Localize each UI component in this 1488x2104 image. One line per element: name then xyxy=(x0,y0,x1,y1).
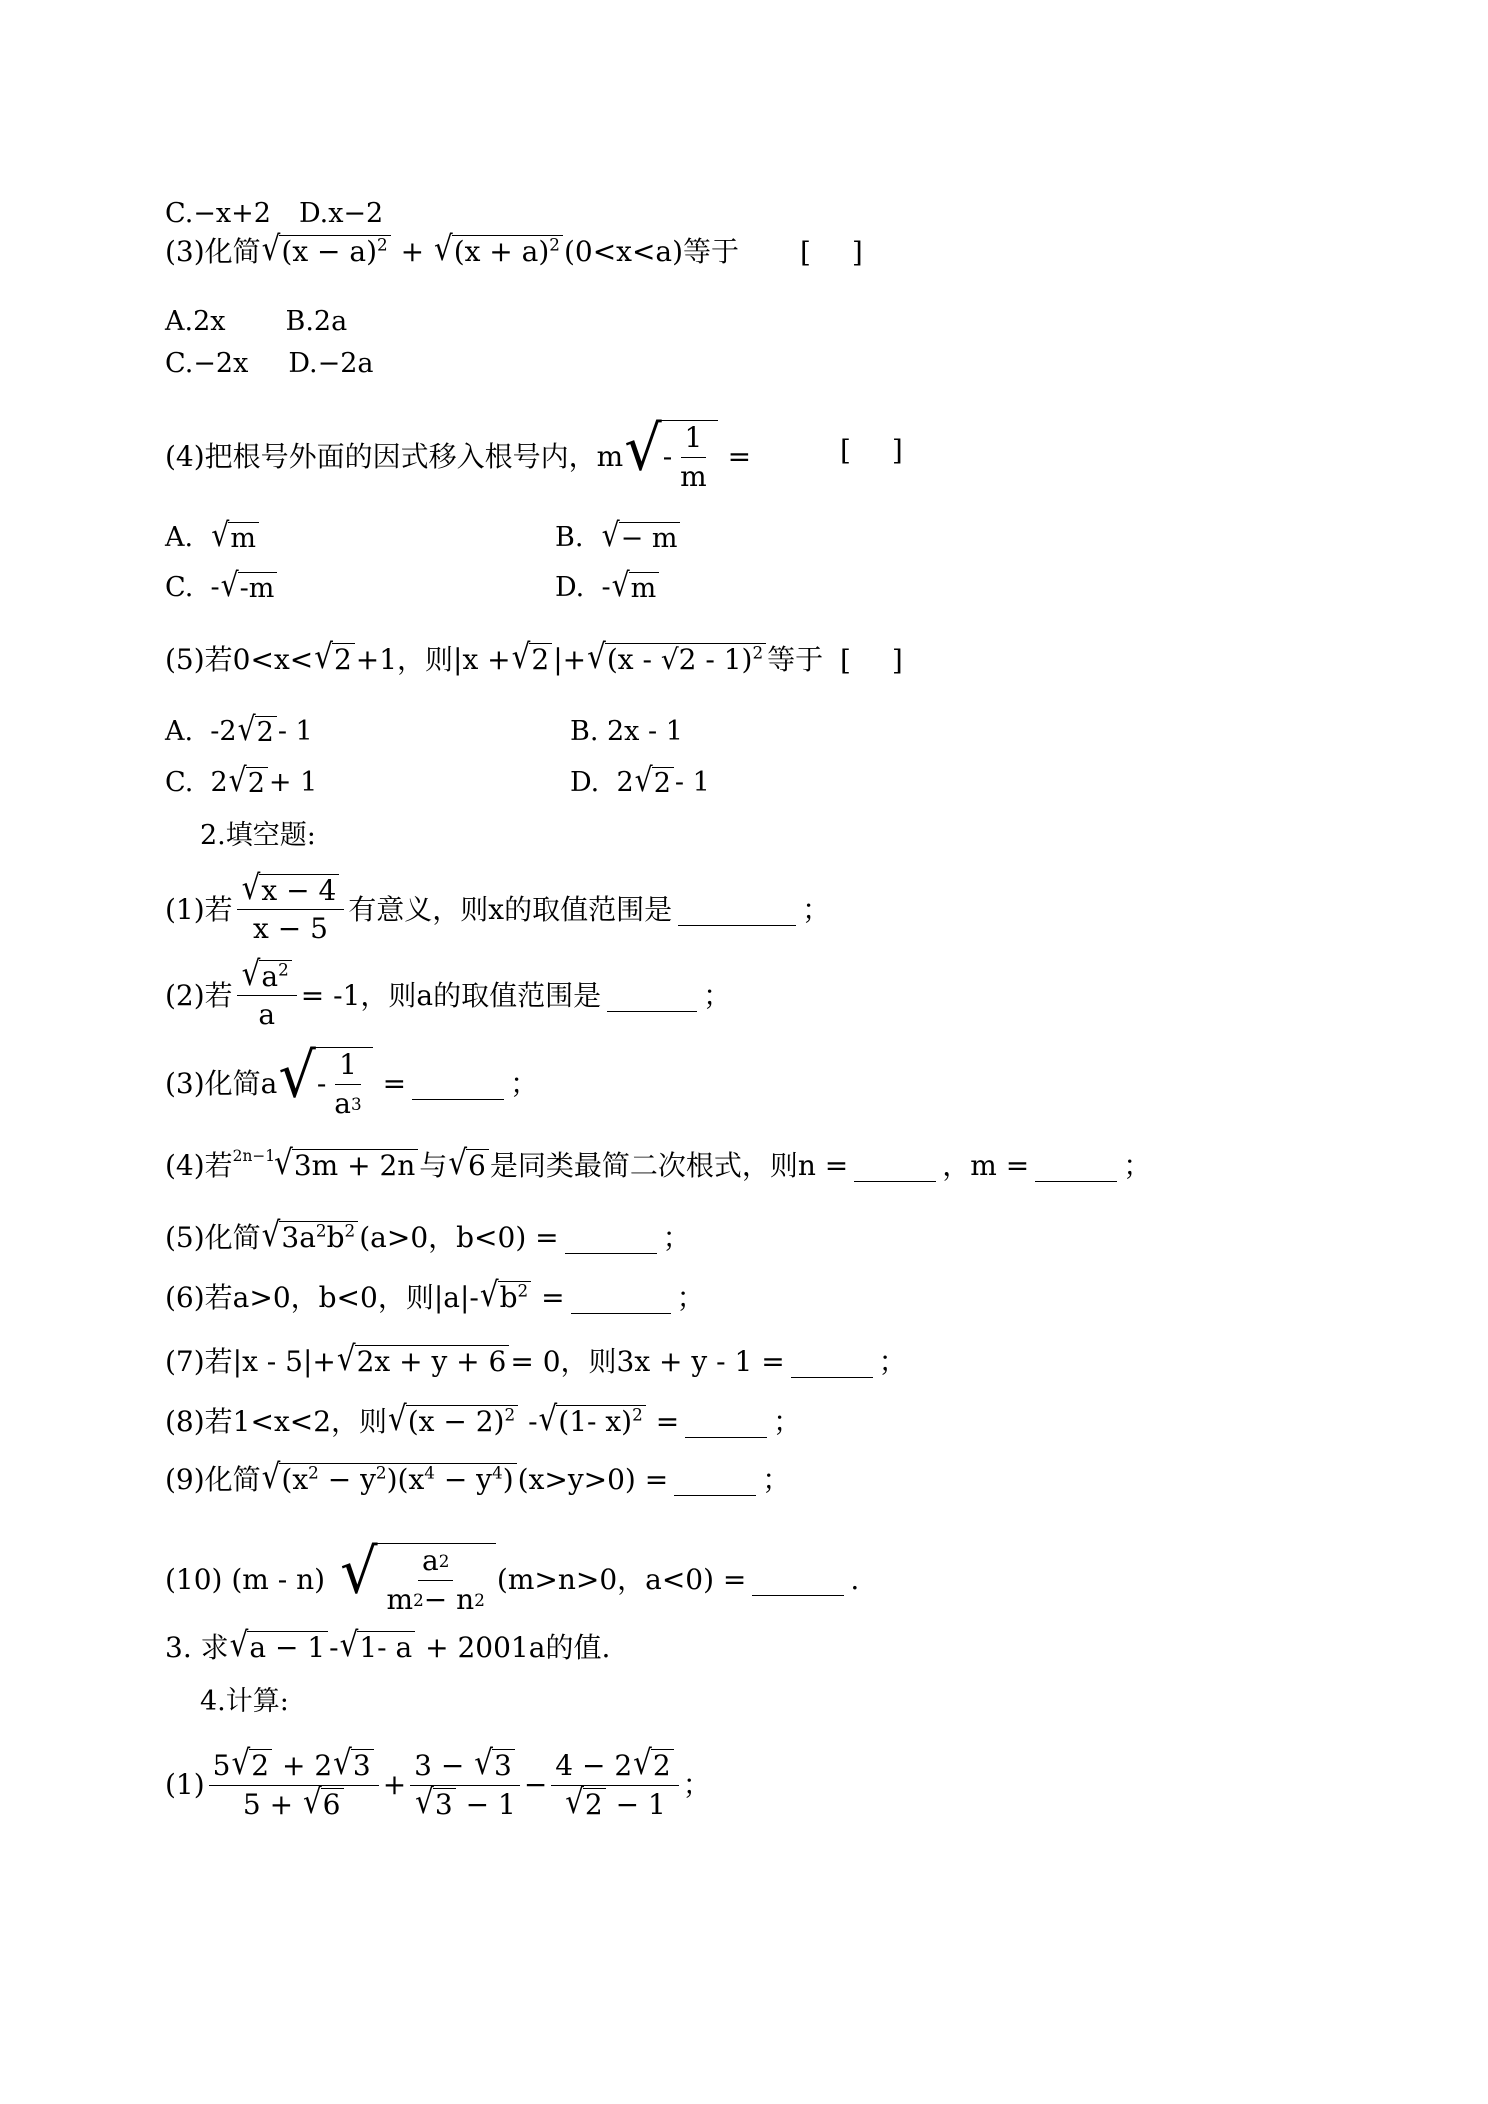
fill-4 xyxy=(165,1143,1152,1184)
punct: ； xyxy=(662,1221,691,1254)
fraction: √ x − 4 x − 5 xyxy=(237,874,345,946)
answer-blank[interactable] xyxy=(791,1347,873,1378)
f9-prefix: (9)化简 xyxy=(165,1463,261,1496)
option-letter: B. xyxy=(555,522,584,553)
fill-1 xyxy=(165,870,830,950)
sec3-suffix: + 2001a的值. xyxy=(425,1631,611,1664)
radical: √ $b^2$ xyxy=(480,1281,531,1314)
answer-blank[interactable] xyxy=(607,981,697,1012)
q5-option-a: A. -2 √ 2 - 1 xyxy=(165,710,313,749)
f4-text: ，m = xyxy=(942,1149,1030,1182)
fill-5 xyxy=(165,1215,691,1256)
minus: - xyxy=(329,1631,339,1664)
q3-option-c: C.−2x xyxy=(165,348,249,379)
answer-blank[interactable] xyxy=(678,895,796,926)
fraction: 3 − √ 3 √ 3 − 1 xyxy=(410,1749,520,1821)
answer-bracket: [ ] xyxy=(840,644,919,677)
f2-text: = -1，则a的取值范围是 xyxy=(300,979,602,1012)
equals: = xyxy=(541,1281,565,1314)
q4-equals: = xyxy=(727,440,752,473)
answer-blank[interactable] xyxy=(685,1407,767,1438)
option-letter: D. xyxy=(570,767,600,798)
fill-8 xyxy=(165,1399,802,1440)
radical: √ - 1 a 3 xyxy=(278,1047,372,1120)
q4-option-d: D. - √ m xyxy=(555,570,660,606)
fill-6 xyxy=(165,1275,705,1316)
answer-blank[interactable] xyxy=(412,1069,504,1100)
root-index: 2n−1 xyxy=(232,1147,276,1165)
fraction: 5 √ 2 + 2 √ 3 5 + √ 6 xyxy=(209,1749,379,1821)
radical: √ - 1 m xyxy=(624,420,718,493)
radical: √ $3a^2b^2$ xyxy=(262,1221,359,1254)
q4-prefix: (4)把根号外面的因式移入根号内，m xyxy=(165,440,624,473)
f4-prefix: (4)若 xyxy=(165,1149,233,1182)
answer-blank[interactable] xyxy=(752,1565,844,1596)
answer-bracket: [ ] xyxy=(840,434,919,467)
radical: √ 2x + y + 6 xyxy=(337,1345,510,1378)
radical: √ 2 xyxy=(238,716,277,748)
section-3 xyxy=(165,1625,611,1666)
q3-options-cd xyxy=(165,346,373,382)
question-4 xyxy=(165,412,752,493)
fill-3 xyxy=(165,1039,539,1122)
q5-prefix: (5)若0<x< xyxy=(165,643,314,676)
radical: √ $(x - 2)^2$ xyxy=(388,1405,518,1438)
section-4-title: 4.计算: xyxy=(200,1686,289,1717)
calc-1-prefix: (1) xyxy=(165,1768,205,1801)
f3-prefix: (3)化简a xyxy=(165,1067,278,1100)
radical: √ a − 1 xyxy=(230,1631,329,1664)
fraction: 4 − 2 √ 2 √ 2 − 1 xyxy=(551,1749,678,1821)
answer-blank[interactable] xyxy=(674,1465,756,1496)
punct: ； xyxy=(510,1067,539,1100)
answer-blank[interactable] xyxy=(565,1223,657,1254)
radical: √ 3m + 2n xyxy=(274,1149,418,1182)
radical: √ a 2 m 2 − n 2 xyxy=(340,1543,496,1616)
f7-prefix: (7)若|x - 5|+ xyxy=(165,1345,336,1378)
f7-text: = 0，则3x + y - 1 = xyxy=(510,1345,785,1378)
fill-9 xyxy=(165,1457,791,1498)
option-text: B. 2x - 1 xyxy=(570,716,683,747)
answer-blank-m[interactable] xyxy=(1035,1151,1117,1182)
radical: √ $(x - a)^2$ xyxy=(262,235,391,268)
radical: √ 6 xyxy=(448,1149,489,1182)
f10-prefix: (10) (m - n) xyxy=(165,1563,326,1596)
f10-condition: (m>n>0，a<0) = xyxy=(496,1563,747,1596)
question-5 xyxy=(165,637,824,678)
sec3-prefix: 3. 求 xyxy=(165,1631,229,1664)
answer-blank-n[interactable] xyxy=(854,1151,936,1182)
f4-text: 与 xyxy=(419,1149,448,1182)
q4-option-a xyxy=(165,516,260,556)
radical: √ 2 xyxy=(314,643,355,676)
q3-option-d: D.−2a xyxy=(288,348,374,379)
fraction: √ $a^2$ a xyxy=(237,960,297,1032)
answer-blank[interactable] xyxy=(571,1283,671,1314)
radical: √ 1- a xyxy=(340,1631,416,1664)
fill-10 xyxy=(165,1535,860,1620)
q2-option-c: C.−x+2 xyxy=(165,198,271,229)
punct: ； xyxy=(762,1463,791,1496)
option-letter: A. xyxy=(165,716,194,747)
q3-prefix: (3)化简 xyxy=(165,235,261,268)
minus: - xyxy=(528,1405,538,1438)
f1-prefix: (1)若 xyxy=(165,893,233,926)
option-letter: A. xyxy=(165,522,194,553)
f2-prefix: (2)若 xyxy=(165,979,233,1012)
punct: ； xyxy=(802,893,831,926)
f6-prefix: (6)若a>0，b<0，则|a|- xyxy=(165,1281,479,1314)
calc-1: (1) 5 √ 2 + 2 √ 3 5 + √ 6 + 3 − √ 3 √ 3 − 1 − 4 − 2 √ 2 √ 2 − 1 ； xyxy=(165,1743,711,1821)
q5-option-b xyxy=(570,714,683,750)
option-letter: C. xyxy=(165,572,194,603)
punct: ； xyxy=(703,979,732,1012)
radical: √ -m xyxy=(221,572,278,604)
q3-option-a: A.2x xyxy=(165,306,226,337)
q5-text: +1，则|x + xyxy=(355,643,511,676)
q4-option-b xyxy=(555,516,681,556)
q3-options-ab xyxy=(165,304,347,340)
q3-condition: (0<x<a)等于 xyxy=(563,235,740,268)
answer-bracket: [ ] xyxy=(800,236,879,269)
punct: ； xyxy=(1123,1149,1152,1182)
q2-options-cd xyxy=(165,196,383,232)
q5-option-c: C. 2 √ 2 + 1 xyxy=(165,761,318,800)
equals: = xyxy=(655,1405,680,1438)
fill-2 xyxy=(165,954,732,1034)
section-2-title: 2.填空题: xyxy=(200,820,316,851)
f8-prefix: (8)若1<x<2，则 xyxy=(165,1405,388,1438)
f1-suffix: 有意义，则x的取值范围是 xyxy=(348,893,673,926)
radical: √ (x - √2 - 1)$^2$ xyxy=(587,643,766,676)
radical: √ $(x + a)^2$ xyxy=(434,235,563,268)
radical: √ 2 xyxy=(635,767,674,799)
punct: ； xyxy=(682,1768,711,1801)
radical: √ 2 xyxy=(512,643,553,676)
f9-condition: (x>y>0) = xyxy=(517,1463,669,1496)
radical: √ (1- x)$^2$ xyxy=(539,1405,646,1438)
punct: . xyxy=(850,1563,860,1596)
radical: √ $(x^2 - y^2)(x^4 - y^4)$ xyxy=(262,1463,517,1496)
q5-text: |+ xyxy=(553,643,587,676)
radical: √ − m xyxy=(602,522,681,554)
f5-condition: (a>0，b<0) = xyxy=(359,1221,559,1254)
f5-prefix: (5)化简 xyxy=(165,1221,261,1254)
punct: ； xyxy=(676,1281,705,1314)
option-letter: C. xyxy=(165,767,194,798)
q5-option-d: D. 2 √ 2 - 1 xyxy=(570,761,710,800)
option-letter: D. xyxy=(555,572,585,603)
fill-7 xyxy=(165,1339,907,1380)
punct: ； xyxy=(773,1405,802,1438)
question-3: (3)化简 √ $(x - a)^2$ + √ $(x + a)^2$ (0<x<a)等于 xyxy=(165,229,740,269)
f4-text: 是同类最简二次根式，则n = xyxy=(489,1149,849,1182)
q2-option-d: D.x−2 xyxy=(298,198,384,229)
equals: = xyxy=(382,1067,407,1100)
q5-suffix: 等于 xyxy=(767,643,824,676)
q4-option-c: C. - √ -m xyxy=(165,570,278,606)
radical: √ m xyxy=(612,572,660,604)
radical: √ 2 xyxy=(229,767,268,799)
punct: ； xyxy=(878,1345,907,1378)
radical: √ m xyxy=(211,522,259,554)
q3-option-b: B.2a xyxy=(285,306,348,337)
